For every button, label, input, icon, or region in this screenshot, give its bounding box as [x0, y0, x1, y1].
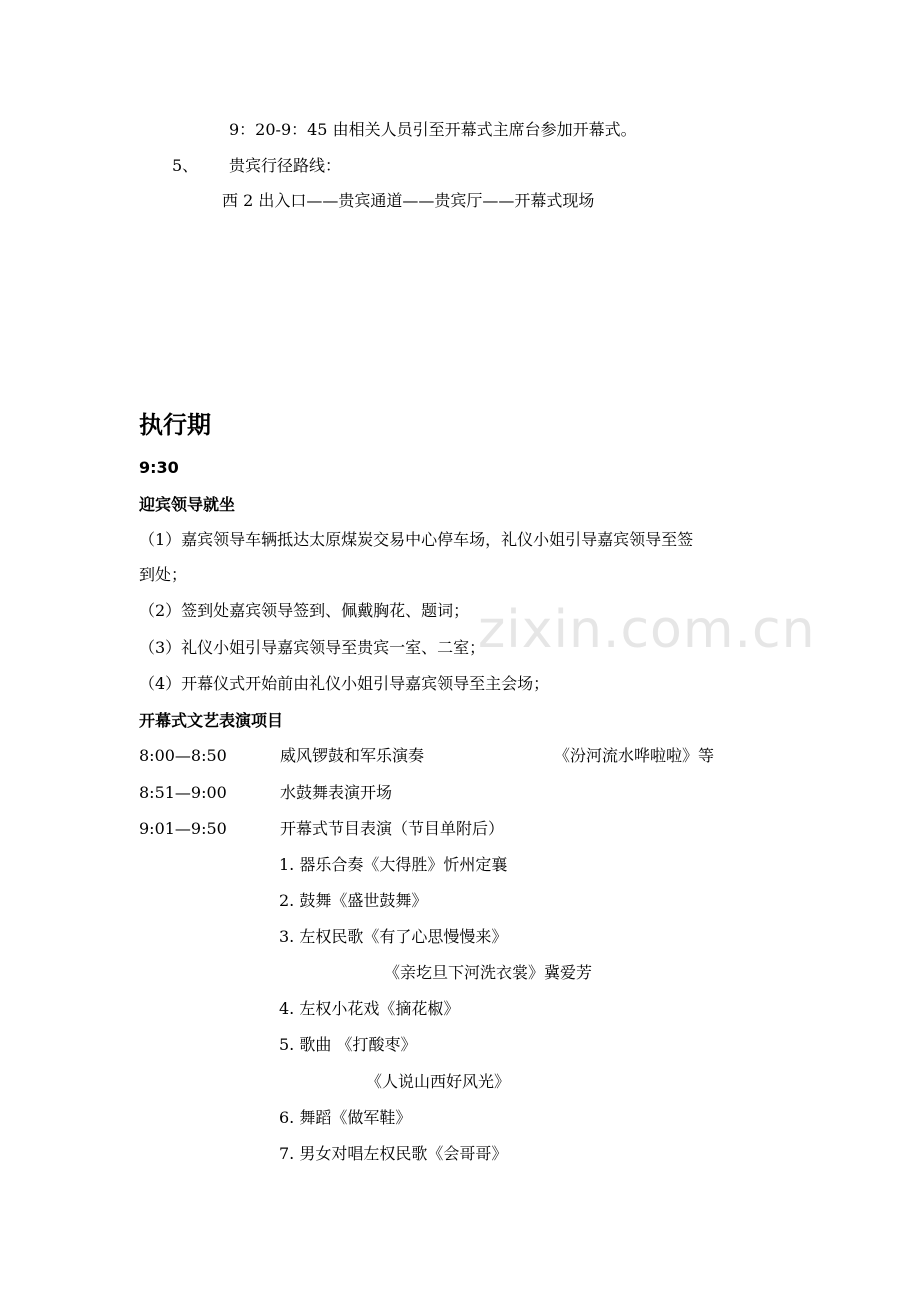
schedule-time: 8:00—8:50	[139, 746, 227, 765]
step-1-cont: 到处；	[139, 565, 188, 584]
step-2: （2）签到处嘉宾领导签到、佩戴胸花、题词；	[139, 601, 470, 620]
performance-title: 开幕式文艺表演项目	[139, 711, 284, 730]
schedule-item: 水鼓舞表演开场	[280, 783, 393, 802]
program-item: 1. 器乐合奏《大得胜》忻州定襄	[279, 855, 508, 874]
program-item-cont: 《亲圪旦下河洗衣裳》冀爱芳	[384, 963, 593, 982]
schedule-time: 8:51—9:00	[139, 783, 227, 802]
schedule-note: 《汾河流水哗啦啦》等	[554, 746, 715, 765]
program-item: 3. 左权民歌《有了心思慢慢来》	[279, 927, 508, 946]
line-opening-time: 9：20-9：45 由相关人员引至开幕式主席台参加开幕式。	[229, 120, 637, 139]
step-4: （4）开幕仪式开始前由礼仪小姐引导嘉宾领导至主会场；	[139, 674, 550, 693]
item-5-number: 5、	[172, 156, 199, 175]
schedule-item: 开幕式节目表演（节目单附后）	[280, 819, 505, 838]
step-3: （3）礼仪小姐引导嘉宾领导至贵宾一室、二室；	[139, 638, 486, 657]
program-item: 5. 歌曲 《打酸枣》	[279, 1035, 417, 1054]
exec-time: 9:30	[139, 458, 179, 477]
welcome-title: 迎宾领导就坐	[139, 495, 236, 514]
watermark: zixin.com.cn	[478, 600, 816, 660]
item-5-text: 贵宾行径路线：	[229, 156, 342, 175]
program-item: 4. 左权小花戏《摘花椒》	[279, 999, 460, 1018]
schedule-time: 9:01—9:50	[139, 819, 227, 838]
program-item: 2. 鼓舞《盛世鼓舞》	[279, 891, 428, 910]
section-heading: 执行期	[139, 411, 211, 439]
program-item-cont: 《人说山西好风光》	[366, 1072, 511, 1091]
guest-route: 西 2 出入口——贵宾通道——贵宾厅——开幕式现场	[222, 191, 595, 210]
schedule-item: 威风锣鼓和军乐演奏	[280, 746, 425, 765]
program-item: 7. 男女对唱左权民歌《会哥哥》	[279, 1144, 508, 1163]
program-item: 6. 舞蹈《做军鞋》	[279, 1108, 412, 1127]
step-1: （1）嘉宾领导车辆抵达太原煤炭交易中心停车场，礼仪小姐引导嘉宾领导至签	[139, 530, 694, 549]
